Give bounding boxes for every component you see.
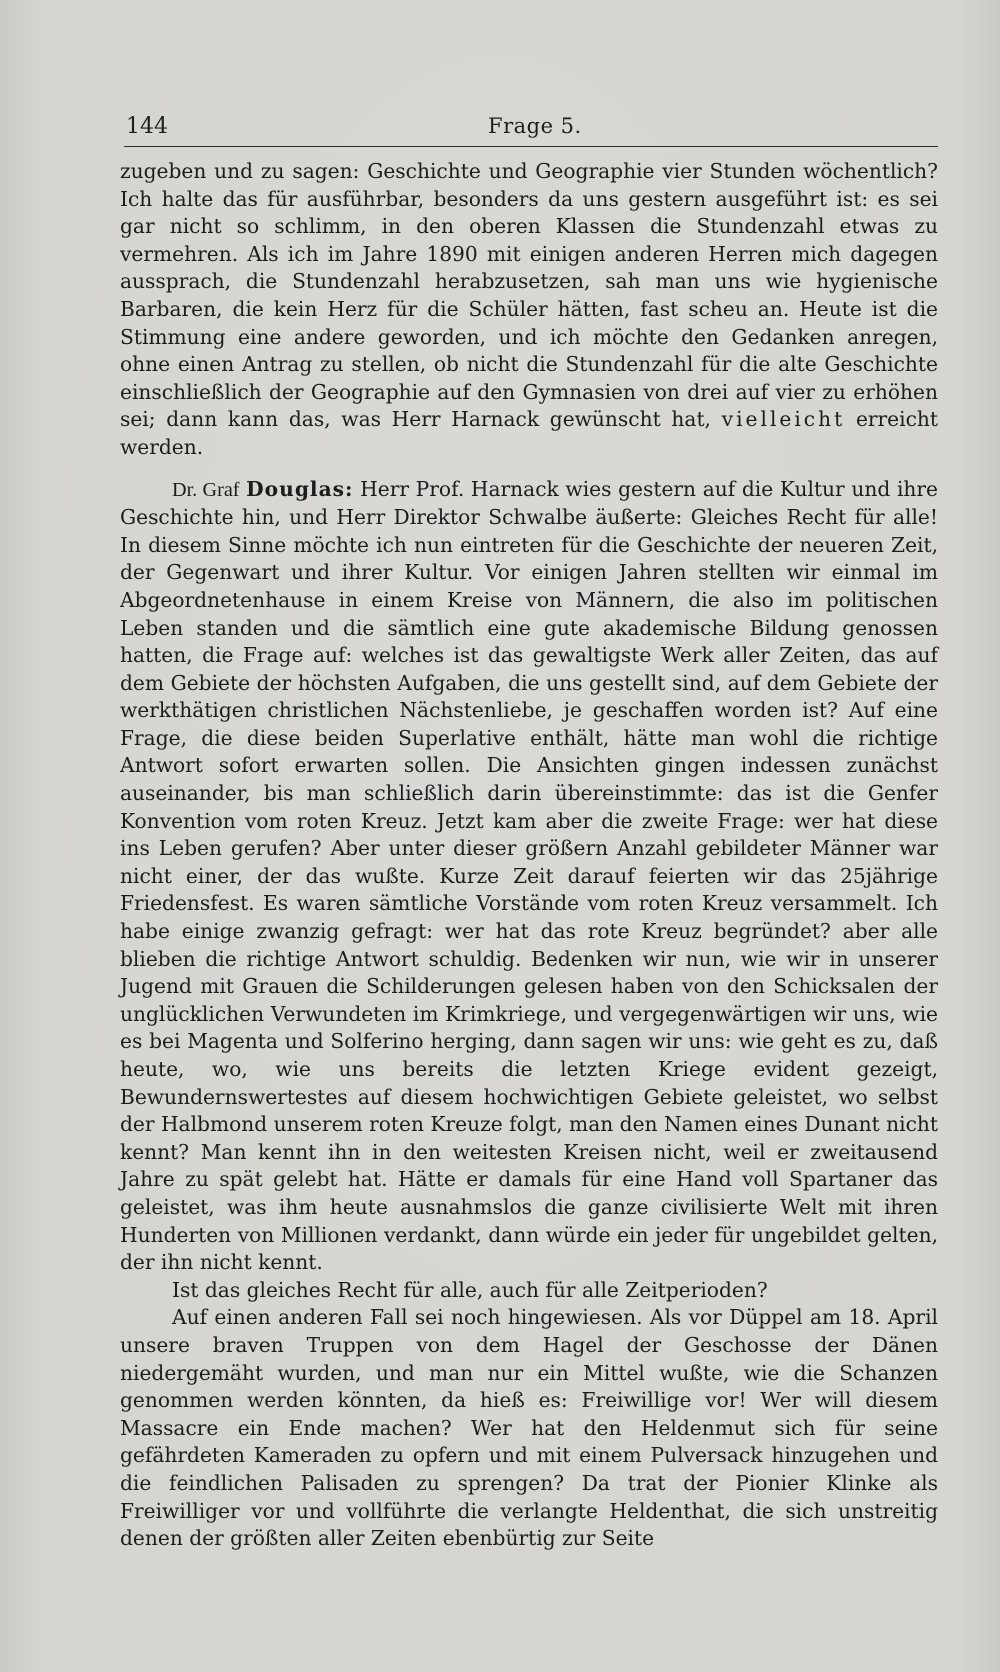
paragraph-2-text: Herr Prof. Harnack wies gestern auf die Kultur und ihre Geschichte hin, und Herr Direktor Schwalbe äußerte: Gleiches Recht für alle! In diesem Sinne möchte ich nun eintreten für die Geschichte der neueren Zeit, der Gegenwart und ihrer Kultur. Vor einigen Jahren stellten wir einmal im Abgeordnetenhause in einem Kreise von Männern, die also im politischen Leben standen und die sämtlich eine gute akademische Bildung genossen hatten, die Frage auf: welches ist das gewaltigste Werk aller Zeiten, das auf dem Gebiete der höchsten Aufgaben, die uns gestellt sind, auf dem Gebiete der werkthätigen christlichen Nächstenliebe, je geschaffen worden ist? Auf eine Frage, die diese beiden Superlative enthält, hätte man wohl die richtige Antwort sofort erwarten sollen. Die Ansichten gingen indessen zunächst auseinander, bis man schließlich darin übereinstimmte: das ist die Genfer Konvention vom roten Kreuz. Jetzt kam aber die zweite Frage: wer hat diese ins Leben gerufen? Aber unter dieser größern Anzahl gebildeter Männer war nicht einer, der das wußte. Kurze Zeit darauf feierten wir das 25jährige Friedensfest. Es waren sämtliche Vorstände vom roten Kreuz versammelt. Ich habe einige zwanzig gefragt: wer hat das rote Kreuz begründet? aber alle blieben die richtige Antwort schuldig. Bedenken wir nun, wie wir in unserer Jugend mit Grauen die Schilderungen gelesen haben von den Schicksalen der unglücklichen Verwundeten im Krimkriege, und vergegenwärtigen wir uns, wie es bei Magenta und Solferino herging, dann sagen wir uns: wie geht es zu, daß heute, wo, wie uns bereits die letzten Kriege evident gezeigt, Bewundernswertestes auf diesem hochwichtigen Gebiete geleistet, wo selbst der Halbmond unserem roten Kreuze folgt, man den Namen eines Dunant nicht kennt? Man kennt ihn in den weitesten Kreisen nicht, weil er zweitausend Jahre zu spät gelebt hat. Hätte er damals für eine Hand voll Spartaner das geleistet, was ihm heute ausnahmslos die ganze civilisierte Welt mit ihren Hunderten von Millionen verdankt, dann würde ein jeder für ungebildet gelten, der ihn nicht kennt. xyxy=(120,476,938,1275)
emphasized-word: vielleicht xyxy=(721,407,846,432)
paragraph-4: Auf einen anderen Fall sei noch hingewiesen. Als vor Düppel am 18. April unsere braven Truppen von dem Hagel der Geschosse der Dänen niedergemäht wurden, und man nur ein Mittel wußte, wie die Schanzen genommen werden könnten, da hieß es: Freiwillige vor! Wer will diesem Massacre ein Ende machen? Wer hat den Heldenmut sich für seine gefährdeten Kameraden zu opfern und mit einem Pulversack hinzugehen und die feindlichen Palisaden zu sprengen? Da trat der Pionier Klinke als Freiwilliger vor und vollführte die verlangte Heldenthat, die sich unstreitig denen der größten aller Zeiten ebenbürtig zur Seite xyxy=(120,1305,938,1551)
speaker-name: Douglas: xyxy=(246,476,354,501)
speaker-title: Dr. Graf xyxy=(172,478,240,501)
paragraph-2 xyxy=(120,476,938,1277)
running-head: Frage 5. xyxy=(488,114,582,138)
paragraph-1 xyxy=(120,158,938,462)
body-text xyxy=(120,158,938,1553)
page-header xyxy=(124,112,940,146)
paragraph-1-end: erreicht werden. xyxy=(120,407,939,459)
header-rule xyxy=(124,146,938,147)
page-number: 144 xyxy=(126,114,168,139)
paragraph-1-text: zugeben und zu sagen: Geschichte und Geographie vier Stunden wöchentlich? Ich halte das für ausführbar, besonders da uns gestern ausgeführt ist: es sei gar nicht so schlimm, in den oberen Klassen die Stundenzahl etwas zu vermehren. Als ich im Jahre 1890 mit einigen anderen Herren mich dagegen aussprach, die Stundenzahl herabzusetzen, sah man uns wie hygienische Barbaren, die kein Herz für die Schüler hätten, fast scheu an. Heute ist die Stimmung eine andere geworden, und ich möchte den Gedanken anregen, ohne einen Antrag zu stellen, ob nicht die Stundenzahl für die alte Geschichte einschließlich der Geographie auf den Gymnasien von drei auf vier zu erhöhen sei; dann kann das, was Herr Harnack gewünscht hat, xyxy=(120,159,938,432)
paragraph-3: Ist das gleiches Recht für alle, auch für alle Zeitperioden? xyxy=(172,1277,768,1302)
